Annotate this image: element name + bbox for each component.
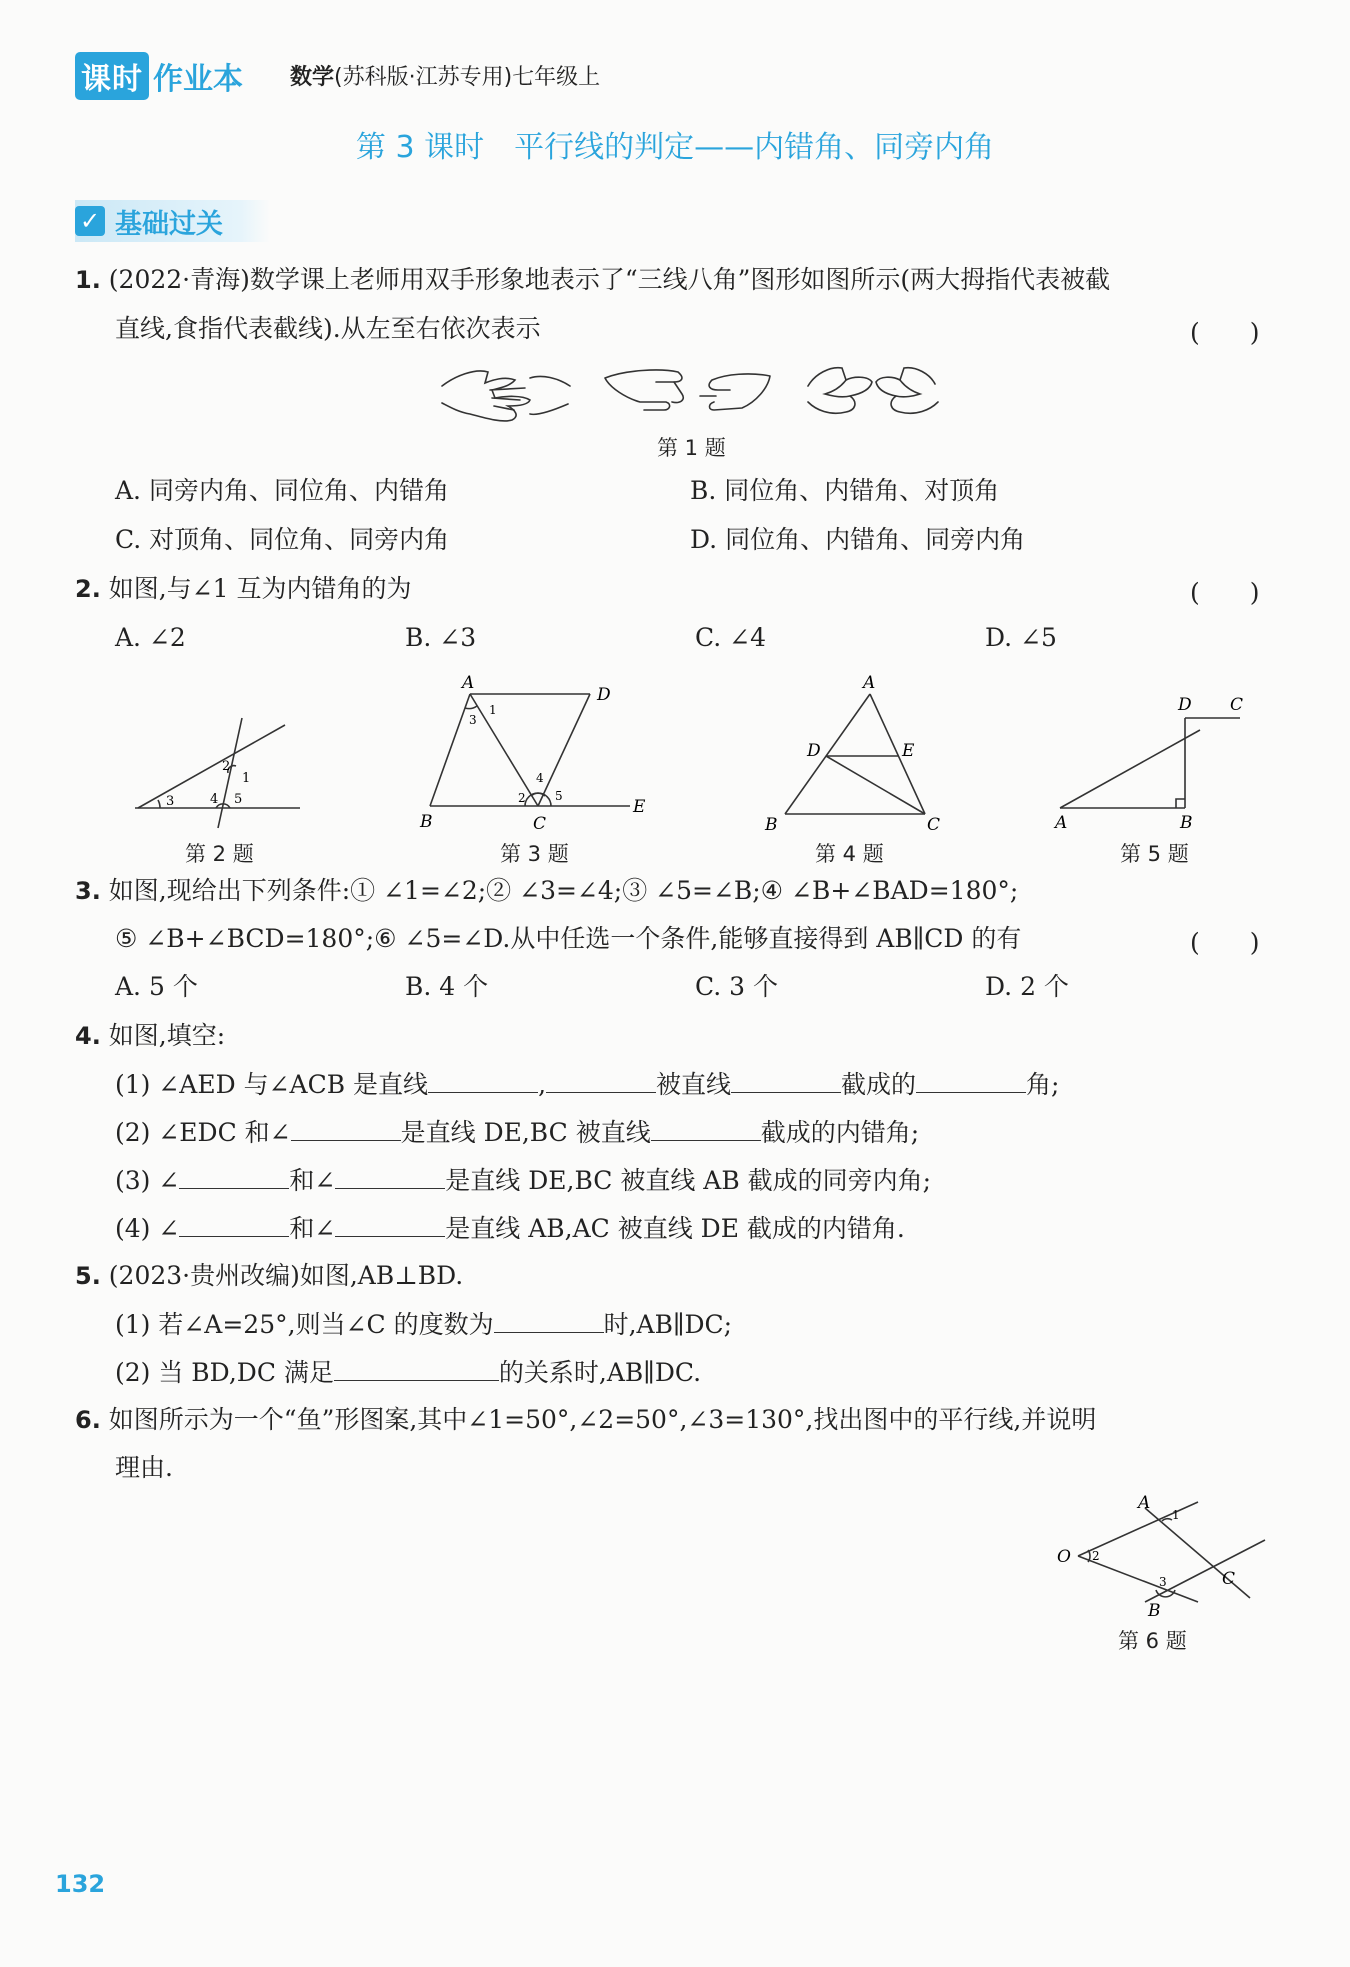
q5-sub2 <box>115 1356 701 1389</box>
fig3-label: A <box>462 673 475 693</box>
option-text: 对顶角、同位角、同旁内角 <box>149 525 450 554</box>
q4-sub1-text: 角; <box>1026 1070 1060 1099</box>
q5-sub1 <box>115 1308 732 1341</box>
q4-sub3-text: 是直线 DE,BC 被直线 AB 截成的同旁内角; <box>445 1166 932 1195</box>
fig2-label: 1 <box>242 771 251 786</box>
option-text: 5 个 <box>148 972 198 1001</box>
q2-option-b <box>405 622 476 654</box>
fig6-label: O <box>1057 1547 1071 1567</box>
q5-sub1-text: (1) 若∠A=25°,则当∠C 的度数为 <box>115 1310 494 1339</box>
fig3-label: D <box>597 685 611 705</box>
q2-option-a <box>115 622 186 654</box>
fig1-caption: 第 1 题 <box>657 436 726 460</box>
option-text: 同位角、内错角、同旁内角 <box>725 525 1026 554</box>
fig3-label: 5 <box>555 789 563 803</box>
q3-text-2: ⑤ ∠B+∠BCD=180°;⑥ ∠5=∠D.从中任选一个条件,能够直接得到 AB∥CD 的有 <box>115 924 1022 953</box>
q1-option-c <box>115 524 449 556</box>
option-text: 同旁内角、同位角、内错角 <box>148 476 449 505</box>
option-label: C. <box>115 525 142 554</box>
fig6-label: C <box>1222 1569 1236 1589</box>
fig3-label: C <box>533 814 547 834</box>
fig3-label: B <box>420 812 433 832</box>
option-text: ∠2 <box>148 623 186 652</box>
q3-option-c <box>695 971 778 1003</box>
fig5-caption: 第 5 题 <box>1120 842 1189 866</box>
q4-sub3 <box>115 1164 931 1197</box>
q4-sub3-text: (3) ∠ <box>115 1166 180 1195</box>
fig2-label: 3 <box>166 794 175 809</box>
q3-line1 <box>75 875 1018 907</box>
header-logo <box>75 52 243 100</box>
fig6-label: B <box>1148 1601 1161 1620</box>
section-title: 基础过关 <box>115 208 223 240</box>
option-label: B. <box>690 476 717 505</box>
q6-text-2: 理由. <box>115 1453 173 1482</box>
option-text: 3 个 <box>729 972 778 1001</box>
option-text: ∠4 <box>729 623 766 652</box>
answer-blank[interactable] <box>179 1212 289 1237</box>
header-subject <box>290 60 600 91</box>
answer-blank[interactable] <box>334 1356 499 1381</box>
q4-sub2-text: 截成的内错角; <box>760 1118 920 1147</box>
fig2-diagram <box>130 700 310 835</box>
fig6-label: 1 <box>1172 1508 1180 1522</box>
fig5-label: B <box>1180 813 1193 833</box>
option-text: 2 个 <box>1020 972 1069 1001</box>
fig6-diagram <box>1050 1490 1280 1620</box>
q1-text-1: (2022·青海)数学课上老师用双手形象地表示了“三线八角”图形如图所示(两大拇指代表被截 <box>108 265 1111 294</box>
q6-text-1: 如图所示为一个“鱼”形图案,其中∠1=50°,∠2=50°,∠3=130°,找出图中的平行线,并说明 <box>108 1405 1097 1434</box>
fig4-label: A <box>863 673 876 693</box>
q4-sub2-text: (2) ∠EDC 和∠ <box>115 1118 291 1147</box>
answer-blank[interactable] <box>651 1116 761 1141</box>
fig3-caption: 第 3 题 <box>500 842 569 866</box>
page-number: 132 <box>55 1870 106 1898</box>
checkbox-check-icon: ✓ <box>75 206 105 236</box>
fig6-label: A <box>1138 1493 1151 1513</box>
fig3-label: 3 <box>469 713 477 727</box>
answer-blank[interactable] <box>428 1068 538 1093</box>
q4-sub1-text: , <box>538 1070 547 1099</box>
q3-text-1: 如图,现给出下列条件:① ∠1=∠2;② ∠3=∠4;③ ∠5=∠B;④ ∠B+∠BAD=180°; <box>108 876 1019 905</box>
q4-sub2 <box>115 1116 919 1149</box>
fig4-label: C <box>927 815 941 835</box>
fig4-label: B <box>765 815 778 835</box>
q1-option-a <box>115 475 449 507</box>
q4-sub2-text: 是直线 DE,BC 被直线 <box>400 1118 651 1147</box>
q4-sub1 <box>115 1068 1059 1101</box>
q4-line <box>75 1020 225 1052</box>
q1-option-b <box>690 475 999 507</box>
q5-sub2-text: 的关系时,AB∥DC. <box>498 1358 702 1387</box>
fig2-caption: 第 2 题 <box>185 842 254 866</box>
lesson-title: 第 3 课时 平行线的判定——内错角、同旁内角 <box>355 130 995 165</box>
q2-answer-paren: ( ) <box>1190 578 1260 607</box>
q2-option-d <box>985 622 1057 654</box>
q4-sub1-text: 被直线 <box>656 1070 732 1099</box>
answer-blank[interactable] <box>916 1068 1026 1093</box>
option-text: ∠5 <box>1020 623 1057 652</box>
q5-sub1-text: 时,AB∥DC; <box>603 1310 733 1339</box>
fig2-label: 4 <box>210 792 219 807</box>
option-label: B. <box>405 972 432 1001</box>
option-label: D. <box>985 623 1013 652</box>
q3-number: 3. <box>75 877 101 905</box>
fig3-label: 1 <box>489 703 497 717</box>
q2-text: 如图,与∠1 互为内错角的为 <box>108 574 412 603</box>
option-text: 同位角、内错角、对顶角 <box>724 476 1000 505</box>
section-header <box>75 200 270 242</box>
option-label: A. <box>115 623 142 652</box>
fig4-caption: 第 4 题 <box>815 842 884 866</box>
option-label: C. <box>695 623 722 652</box>
fig3-label: E <box>633 797 646 817</box>
answer-blank[interactable] <box>546 1068 656 1093</box>
fig5-diagram <box>1040 690 1270 835</box>
answer-blank[interactable] <box>731 1068 841 1093</box>
q5-line <box>75 1260 463 1292</box>
q1-answer-paren: ( ) <box>1190 318 1260 347</box>
q5-sub2-text: (2) 当 BD,DC 满足 <box>115 1358 334 1387</box>
fig5-label: A <box>1055 813 1068 833</box>
answer-blank[interactable] <box>179 1164 289 1189</box>
fig6-caption: 第 6 题 <box>1118 1629 1187 1653</box>
q1-text-2: 直线,食指代表截线).从左至右依次表示 <box>115 314 541 343</box>
fig5-label: C <box>1230 695 1244 715</box>
fig4-label: D <box>807 741 821 761</box>
q4-sub1-text: (1) ∠AED 与∠ACB 是直线 <box>115 1070 429 1099</box>
fig3-label: 2 <box>518 791 526 805</box>
q4-text: 如图,填空: <box>108 1021 226 1050</box>
fig5-label: D <box>1178 695 1192 715</box>
q4-sub3-text: 和∠ <box>289 1166 336 1195</box>
q5-number: 5. <box>75 1262 101 1290</box>
q1-number: 1. <box>75 266 101 294</box>
option-label: D. <box>690 525 718 554</box>
subject-name: 数学 <box>290 65 335 90</box>
q2-number: 2. <box>75 575 101 603</box>
option-text: 4 个 <box>439 972 489 1001</box>
q3-option-b <box>405 971 488 1003</box>
fig6-label: 3 <box>1159 1575 1167 1589</box>
fig1-hands-image <box>430 358 960 430</box>
option-label: C. <box>695 972 722 1001</box>
option-label: A. <box>115 972 142 1001</box>
option-label: B. <box>405 623 432 652</box>
option-text: ∠3 <box>439 623 477 652</box>
fig3-diagram <box>405 672 655 837</box>
q6-number: 6. <box>75 1406 101 1434</box>
q2-line <box>75 573 412 605</box>
answer-blank[interactable] <box>494 1308 604 1333</box>
answer-blank[interactable] <box>335 1212 445 1237</box>
q6-line1 <box>75 1404 1096 1436</box>
option-label: A. <box>115 476 142 505</box>
fig2-label: 5 <box>234 792 243 807</box>
answer-blank[interactable] <box>335 1164 445 1189</box>
q1-option-d <box>690 524 1025 556</box>
option-label: D. <box>985 972 1013 1001</box>
q5-text: (2023·贵州改编)如图,AB⊥BD. <box>108 1261 464 1290</box>
fig4-label: E <box>902 741 915 761</box>
q4-sub1-text: 截成的 <box>841 1070 917 1099</box>
q4-sub4-text: 是直线 AB,AC 被直线 DE 截成的内错角. <box>445 1214 905 1243</box>
q2-option-c <box>695 622 766 654</box>
logo-tail: 作业本 <box>153 62 243 97</box>
q4-sub4 <box>115 1212 905 1245</box>
q4-number: 4. <box>75 1022 101 1050</box>
q4-sub4-text: (4) ∠ <box>115 1214 180 1243</box>
q1-line1 <box>75 264 1110 296</box>
q3-option-d <box>985 971 1069 1003</box>
q3-answer-paren: ( ) <box>1190 928 1260 957</box>
fig2-label: 2 <box>222 759 231 774</box>
edition-text: (苏科版·江苏专用)七年级上 <box>334 65 601 90</box>
q3-option-a <box>115 971 198 1003</box>
fig3-label: 4 <box>536 771 544 785</box>
fig6-label: 2 <box>1092 1549 1100 1563</box>
answer-blank[interactable] <box>291 1116 401 1141</box>
q4-sub4-text: 和∠ <box>289 1214 336 1243</box>
logo-badge: 课时 <box>75 52 149 100</box>
fig4-diagram <box>755 672 955 837</box>
